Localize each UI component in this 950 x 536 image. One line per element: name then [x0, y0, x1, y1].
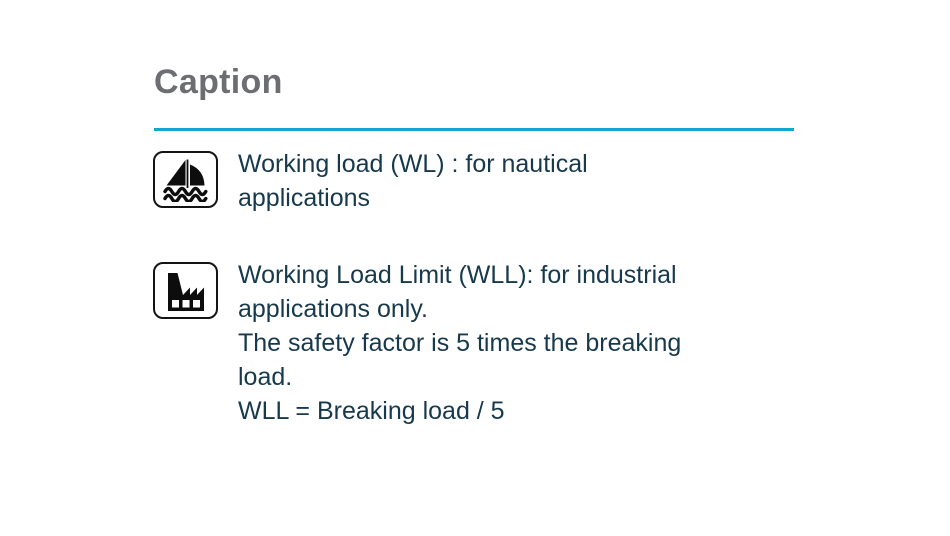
legend-text-nautical: [238, 147, 588, 215]
legend-line: applications only.: [238, 295, 428, 323]
legend-line: Working Load Limit (WLL): for industrial: [238, 261, 677, 289]
legend-line: The safety factor is 5 times the breaking: [238, 329, 682, 357]
legend-line: load.: [238, 363, 293, 391]
legend-line: Working load (WL) : for nautical: [238, 150, 588, 178]
page-title: Caption: [154, 63, 283, 101]
legend-line: WLL = Breaking load / 5: [238, 397, 505, 425]
accent-divider: [154, 128, 794, 131]
legend-text-industrial: [238, 258, 681, 428]
legend-line: applications: [238, 184, 371, 212]
sailboat-icon: [153, 151, 218, 208]
factory-icon: [153, 262, 218, 319]
